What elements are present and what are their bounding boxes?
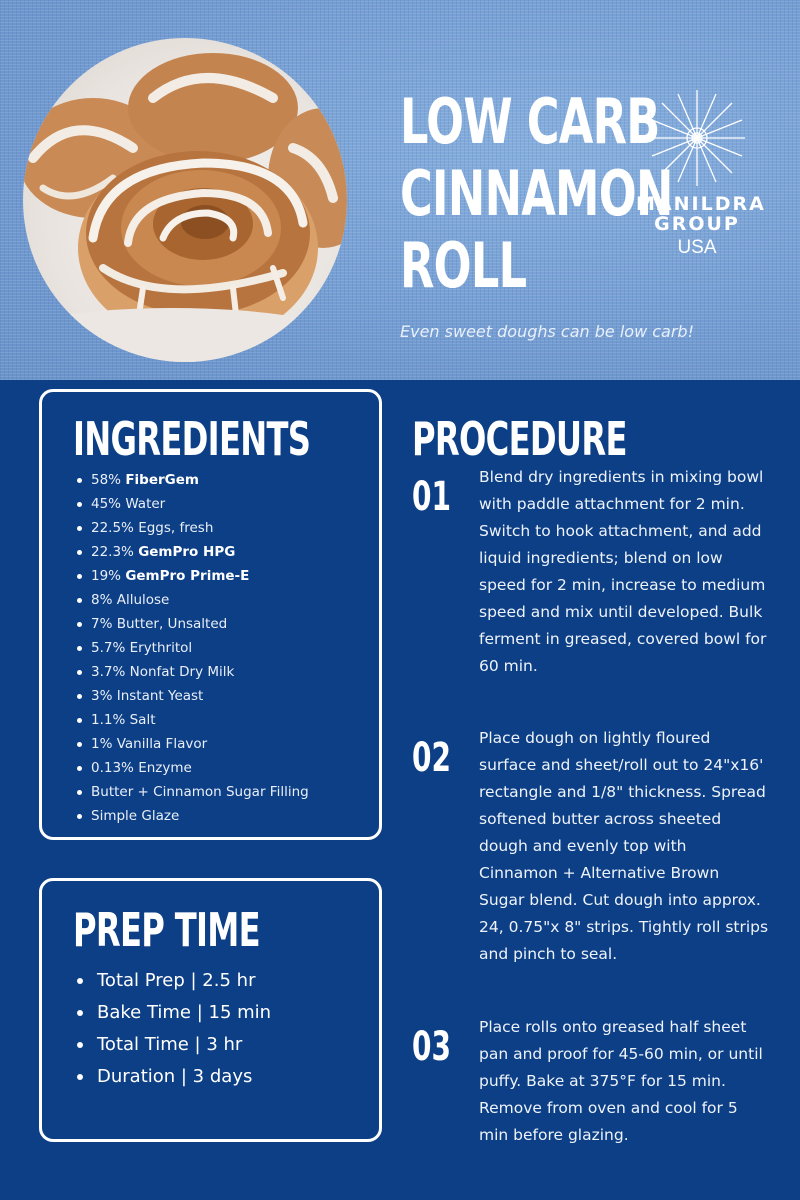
- ingredient-percent: 22.5%: [91, 520, 134, 536]
- ingredient-item: [75, 588, 309, 612]
- ingredient-item: [75, 540, 309, 564]
- ingredient-name: Nonfat Dry Milk: [129, 664, 235, 680]
- step-text: Place dough on lightly floured surface and sheet/roll out to 24"x16' rectangle and 1/8" thickness. Spread softened butter across sheeted dough and evenly top with Cinnamon + Alternative Brown Sugar blend. Cut dough into approx. 24, 0.75"x 8" strips. Tightly roll strips and pinch to seal.: [479, 729, 769, 963]
- logo-name-line-3: USA: [677, 237, 717, 258]
- ingredient-name: FiberGem: [125, 472, 199, 488]
- ingredients-title: INGREDIENTS: [73, 412, 311, 466]
- ingredient-item: [75, 492, 309, 516]
- header-banner: [0, 0, 800, 380]
- prep-time-card: [39, 878, 382, 1142]
- ingredient-percent: 0.13%: [91, 760, 134, 776]
- ingredient-name: Butter, Unsalted: [116, 616, 228, 632]
- prep-time-item: Duration | 3 days: [75, 1061, 271, 1093]
- ingredient-name: GemPro HPG: [138, 544, 236, 560]
- logo-wordmark: [636, 193, 766, 235]
- ingredient-item: [75, 468, 309, 492]
- prep-time-item: Bake Time | 15 min: [75, 997, 271, 1029]
- ingredient-name: Simple Glaze: [91, 808, 180, 824]
- manildra-logo: [636, 88, 766, 264]
- step-text: Place rolls onto greased half sheet pan and proof for 45-60 min, or until puffy. Bake at 375°F for 15 min. Remove from oven and cool for 5 min before glazing.: [479, 1018, 763, 1144]
- ingredient-name: Instant Yeast: [116, 688, 204, 704]
- logo-name-line-2: GROUP: [654, 213, 740, 235]
- ingredient-item: [75, 564, 309, 588]
- ingredient-name: Allulose: [116, 592, 170, 608]
- ingredients-card: [39, 389, 382, 840]
- ingredient-item: [75, 660, 309, 684]
- ingredient-percent: 58%: [91, 472, 122, 488]
- prep-time-list: [75, 965, 271, 1093]
- ingredient-item: [75, 780, 309, 804]
- ingredient-percent: 7%: [91, 616, 113, 632]
- ingredient-name: Salt: [129, 712, 156, 728]
- step-text: Blend dry ingredients in mixing bowl with paddle attachment for 2 min. Switch to hook attachment, and add liquid ingredients; blend on low speed for 2 min, increase to medium speed and mix until developed. Bulk ferment in greased, covered bowl for 60 min.: [479, 468, 767, 675]
- ingredient-item: [75, 516, 309, 540]
- ingredient-name: Eggs, fresh: [138, 520, 214, 536]
- prep-time-title: PREP TIME: [73, 903, 260, 957]
- ingredient-percent: 3%: [91, 688, 113, 704]
- title-line-1: LOW CARB: [400, 85, 660, 158]
- title-line-3: ROLL: [400, 229, 527, 302]
- ingredient-percent: 22.3%: [91, 544, 134, 560]
- ingredient-item: [75, 684, 309, 708]
- ingredient-percent: 1.1%: [91, 712, 126, 728]
- ingredient-item: [75, 636, 309, 660]
- ingredient-percent: 5.7%: [91, 640, 126, 656]
- starburst-logo-icon: [640, 88, 754, 188]
- ingredient-item: [75, 708, 309, 732]
- ingredients-list: [75, 468, 309, 828]
- procedure-title: PROCEDURE: [412, 412, 627, 466]
- step-number: 03: [412, 1024, 451, 1070]
- ingredient-percent: 45%: [91, 496, 122, 512]
- cinnamon-roll-photo: [23, 38, 347, 362]
- tagline: Even sweet doughs can be low carb!: [400, 322, 694, 341]
- ingredient-item: [75, 756, 309, 780]
- ingredient-name: Butter + Cinnamon Sugar Filling: [91, 784, 309, 800]
- ingredient-name: Water: [125, 496, 166, 512]
- cinnamon-roll-illustration: [23, 38, 347, 362]
- prep-time-item: Total Time | 3 hr: [75, 1029, 271, 1061]
- ingredient-percent: 8%: [91, 592, 113, 608]
- ingredient-name: GemPro Prime-E: [125, 568, 250, 584]
- ingredient-percent: 3.7%: [91, 664, 126, 680]
- ingredient-percent: 19%: [91, 568, 122, 584]
- ingredient-name: Vanilla Flavor: [116, 736, 208, 752]
- step-number: 01: [412, 474, 451, 520]
- ingredient-name: Erythritol: [129, 640, 193, 656]
- step-number: 02: [412, 735, 451, 781]
- ingredient-item: [75, 732, 309, 756]
- prep-time-item: Total Prep | 2.5 hr: [75, 965, 271, 997]
- ingredient-percent: 1%: [91, 736, 113, 752]
- ingredient-name: Enzyme: [138, 760, 192, 776]
- logo-name-line-1: MANILDRA: [636, 193, 766, 215]
- ingredient-item: [75, 612, 309, 636]
- title-line-2: CINNAMON: [400, 157, 673, 230]
- ingredient-item: [75, 804, 309, 828]
- recipe-title: [400, 85, 673, 302]
